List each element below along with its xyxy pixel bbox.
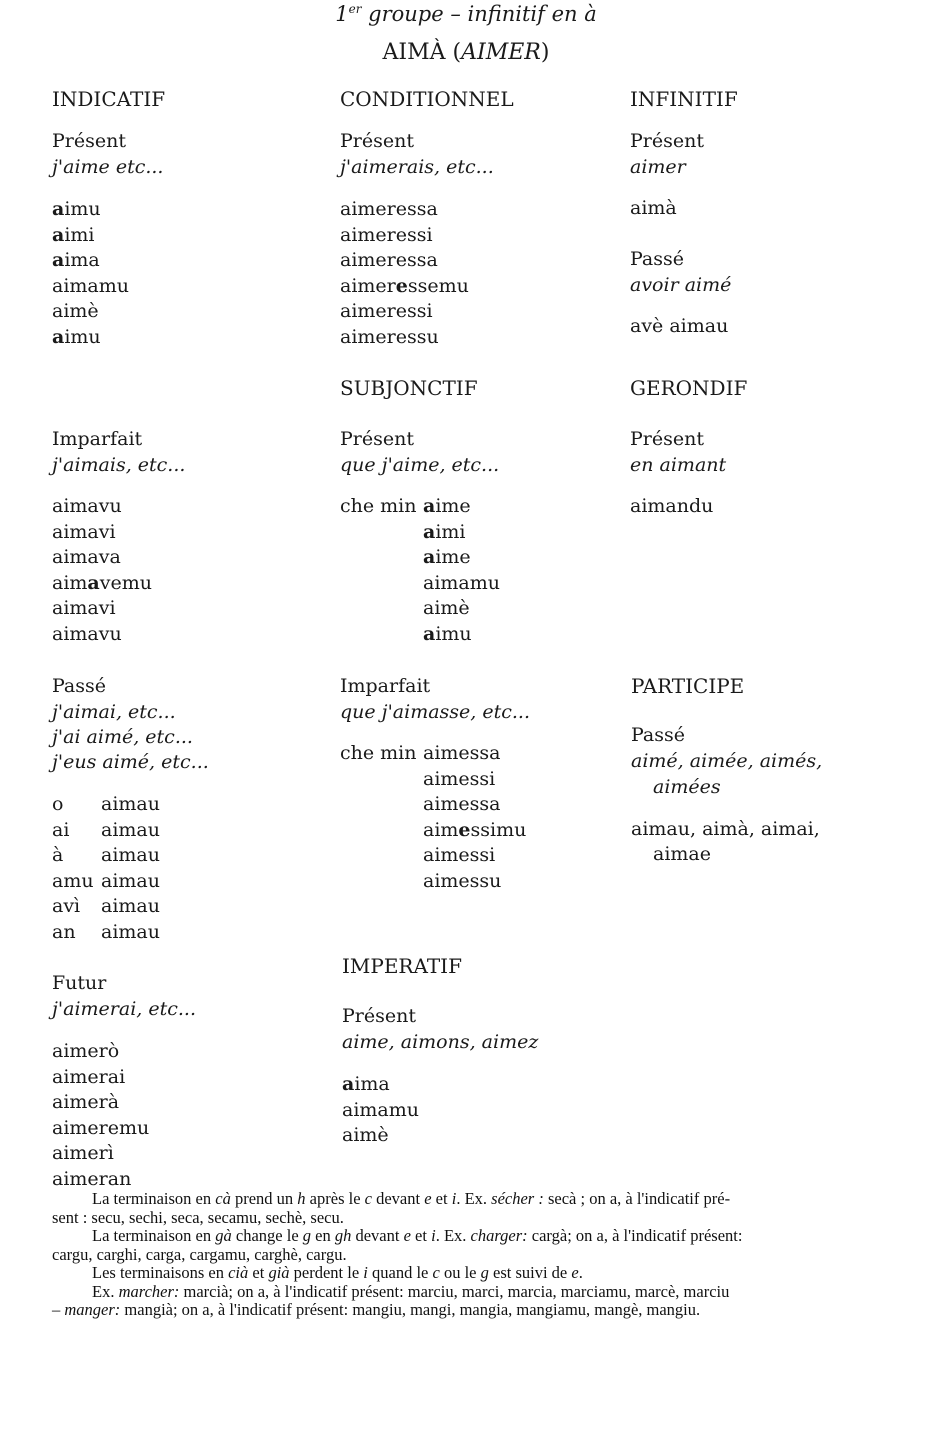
- conditionnel-present-label: Présent: [340, 130, 414, 152]
- conjugation-form: aimavi: [52, 520, 116, 543]
- conjugation-form: [342, 1072, 419, 1098]
- conjugation-form: aimeressi: [340, 223, 433, 246]
- auxiliary-form: amu: [52, 869, 94, 892]
- participle-form: aimau: [101, 793, 160, 815]
- gerondif-heading: GERONDIF: [630, 376, 748, 400]
- gerondif-present-gloss: en aimant: [630, 454, 727, 476]
- conjugation-form: aimeressa: [340, 198, 438, 220]
- conjugation-form: [423, 818, 526, 844]
- conjugation-form: aimè: [52, 300, 99, 322]
- conjugation-form: aimavi: [52, 597, 116, 619]
- conjugation-form: [340, 274, 469, 300]
- infinitif-present-gloss: aimer: [630, 156, 686, 178]
- conjugation-form: aimè: [342, 1124, 389, 1146]
- indicatif-passe-auxiliaries: [52, 792, 94, 945]
- form-rest: ssimu: [470, 818, 527, 841]
- subjonctif-imparfait-gloss: que j'aimasse, etc...: [340, 701, 531, 723]
- infinitif-passe-gloss: avoir aimé: [630, 274, 732, 296]
- subjonctif-present-prefix: [340, 494, 417, 520]
- infinitif-present-label: Présent: [630, 130, 704, 152]
- form-start: aim: [52, 571, 88, 594]
- form-rest: ssemu: [407, 274, 469, 297]
- participe-heading: PARTICIPE: [631, 674, 745, 698]
- stressed-letter: a: [52, 325, 65, 348]
- subjunctive-prefix: che min: [340, 742, 417, 764]
- indicatif-passe-participles: [101, 792, 160, 945]
- stressed-letter: a: [423, 622, 436, 645]
- indicatif-present-label: Présent: [52, 130, 126, 152]
- form-rest: ime: [435, 495, 471, 517]
- stressed-letter: e: [458, 818, 471, 841]
- subjonctif-present-gloss: que j'aime, etc...: [340, 454, 500, 476]
- indicatif-present-gloss: j'aime etc...: [52, 156, 164, 178]
- conjugation-form: aimerò: [52, 1040, 120, 1062]
- stressed-letter: e: [395, 274, 408, 297]
- form-rest: imu: [64, 198, 101, 220]
- conditionnel-heading: CONDITIONNEL: [340, 87, 514, 111]
- infinitif-heading: INFINITIF: [630, 87, 738, 111]
- form-rest: ime: [435, 546, 471, 568]
- subjonctif-imparfait-prefix: [340, 741, 417, 767]
- auxiliary-form: an: [52, 920, 76, 943]
- conjugation-form: aimamu: [423, 571, 501, 594]
- subjonctif-imparfait-forms: [423, 741, 526, 894]
- indicatif-futur-gloss: j'aimerai, etc...: [52, 998, 196, 1020]
- subjonctif-present-label: Présent: [340, 428, 414, 450]
- form-start: aim: [423, 818, 459, 841]
- conjugation-form: aimavu: [52, 622, 122, 645]
- stressed-letter: a: [342, 1073, 355, 1095]
- indicatif-imparfait-gloss: j'aimais, etc...: [52, 454, 186, 476]
- form-rest: imu: [435, 622, 472, 645]
- conjugation-form: aimau, aimà, aimai,: [631, 818, 820, 840]
- indicatif-futur-forms: [52, 1039, 149, 1192]
- infinitif-passe-label: Passé: [630, 248, 685, 270]
- participle-form: aimau: [101, 920, 160, 943]
- group-title-superscript: er: [348, 2, 362, 16]
- indicatif-imparfait-label: Imparfait: [52, 428, 143, 450]
- verb-title-close: ): [540, 40, 550, 65]
- conjugation-form: [52, 223, 129, 249]
- conjugation-form: aimessa: [423, 793, 501, 815]
- auxiliary-form: o: [52, 793, 64, 815]
- gerondif-present-label: Présent: [630, 428, 704, 450]
- conjugation-form: aimeressi: [340, 300, 433, 322]
- stressed-letter: a: [52, 249, 65, 271]
- indicatif-passe-gloss-2: j'ai aimé, etc...: [52, 726, 193, 748]
- stressed-letter: a: [52, 223, 65, 246]
- form-rest: ima: [64, 249, 100, 271]
- auxiliary-form: avì: [52, 895, 81, 917]
- indicatif-passe-label: Passé: [52, 675, 107, 697]
- indicatif-passe-gloss-1: j'aimai, etc...: [52, 701, 176, 723]
- verb-title: [0, 40, 932, 65]
- conjugation-form: [423, 494, 500, 520]
- verb-title-corsican: AIMÀ (: [382, 40, 462, 65]
- infinitif-passe-form: [630, 314, 728, 340]
- conjugation-form: aimeremu: [52, 1116, 150, 1139]
- conjugation-form: [423, 622, 500, 648]
- verb-title-french: AIMER: [461, 40, 541, 65]
- conjugation-form: aimà: [630, 197, 677, 219]
- conjugation-form: avè aimau: [630, 315, 729, 337]
- conditionnel-present-forms: [340, 197, 469, 350]
- infinitif-present-form: [630, 196, 677, 222]
- participe-passe-gloss-2: aimées: [653, 776, 721, 798]
- conjugation-form: aimae: [653, 843, 711, 865]
- indicatif-futur-label: Futur: [52, 972, 107, 994]
- conjugation-form: aimerai: [52, 1065, 126, 1088]
- spelling-notes: [52, 1190, 912, 1320]
- group-title-text: groupe – infinitif en à: [361, 2, 597, 26]
- indicatif-imparfait-forms: [52, 494, 152, 647]
- conjugation-form: aimeran: [52, 1167, 132, 1190]
- note-ca: La terminaison en cà prend un h après le c devant e et i. Ex. sécher : secà ; on a, à l'indicatif pré-: [92, 1189, 731, 1208]
- form-rest: imu: [64, 325, 101, 348]
- note-ga-continuation: cargu, carghi, carga, cargamu, carghè, cargu.: [52, 1244, 347, 1264]
- conjugation-form: aimerà: [52, 1091, 120, 1113]
- stressed-letter: a: [423, 520, 436, 543]
- form-rest: ima: [354, 1073, 390, 1095]
- conjugation-form: aimessu: [423, 869, 502, 892]
- note-ca-continuation: sent : secu, sechi, seca, secamu, sechè, secu.: [52, 1207, 344, 1227]
- conjugation-form: aimerì: [52, 1142, 114, 1164]
- conjugation-form: [423, 520, 500, 546]
- imperatif-present-label: Présent: [342, 1005, 416, 1027]
- conjugation-form: aimessi: [423, 844, 496, 866]
- conditionnel-present-gloss: j'aimerais, etc...: [340, 156, 494, 178]
- form-rest: vemu: [99, 571, 152, 594]
- participle-form: aimau: [101, 869, 160, 892]
- participle-form: aimau: [101, 844, 160, 866]
- participe-passe-label: Passé: [631, 724, 686, 746]
- conjugation-form: [52, 248, 129, 274]
- indicatif-present-forms: [52, 197, 129, 350]
- stressed-letter: a: [87, 571, 100, 594]
- imperatif-heading: IMPERATIF: [342, 954, 462, 978]
- conjugation-form: aimamu: [342, 1098, 420, 1121]
- group-title-number: 1: [335, 2, 349, 26]
- note-ga: La terminaison en gà change le g en gh devant e et i. Ex. charger: cargà; on a, à l'indicatif présent:: [92, 1226, 743, 1245]
- stressed-letter: a: [52, 198, 65, 220]
- form-rest: imi: [64, 223, 95, 246]
- participe-passe-gloss-1: aimé, aimée, aimés,: [631, 750, 823, 772]
- participe-passe-forms-2: [653, 842, 711, 868]
- stressed-letter: a: [423, 495, 436, 517]
- participle-form: aimau: [101, 818, 160, 841]
- conjugation-form: aimava: [52, 546, 121, 568]
- stressed-letter: a: [423, 546, 436, 568]
- auxiliary-form: à: [52, 844, 64, 866]
- participe-passe-forms-1: [631, 817, 820, 843]
- form-rest: imi: [435, 520, 466, 543]
- note-cia-gia: Les terminaisons en cià et già perdent le i quand le c ou le g est suivi de e.: [92, 1263, 583, 1282]
- subjonctif-imparfait-label: Imparfait: [340, 675, 431, 697]
- subjonctif-present-forms: [423, 494, 500, 647]
- indicatif-heading: INDICATIF: [52, 87, 166, 111]
- gerondif-present-form: [630, 494, 713, 520]
- participle-form: aimau: [101, 895, 160, 917]
- conjugation-form: aimavu: [52, 495, 122, 517]
- imperatif-present-gloss: aime, aimons, aimez: [342, 1031, 539, 1053]
- conjugation-form: [52, 197, 129, 223]
- note-example-manger: – manger: mangià; on a, à l'indicatif présent: mangiu, mangi, mangia, mangiamu, mangè, mangiu.: [52, 1300, 701, 1319]
- conjugation-form: [423, 545, 500, 571]
- conjugation-form: aimessa: [423, 742, 501, 764]
- indicatif-passe-gloss-3: j'eus aimé, etc...: [52, 751, 209, 773]
- conjugation-form: aimamu: [52, 274, 130, 297]
- conjugation-form: aimandu: [630, 495, 714, 517]
- conjugation-form: [52, 325, 129, 351]
- subjonctif-heading: SUBJONCTIF: [340, 376, 478, 400]
- subjunctive-prefix: che min: [340, 495, 417, 517]
- imperatif-present-forms: [342, 1072, 419, 1149]
- conjugation-form: aimeressa: [340, 249, 438, 271]
- conjugation-form: aimè: [423, 597, 470, 619]
- auxiliary-form: ai: [52, 818, 70, 841]
- form-start: aimer: [340, 274, 396, 297]
- conjugation-form: aimeressu: [340, 325, 439, 348]
- group-title: [0, 2, 932, 26]
- conjugation-form: aimessi: [423, 767, 496, 790]
- conjugation-form: [52, 571, 152, 597]
- note-example-marcher: Ex. marcher: marcià; on a, à l'indicatif présent: marciu, marci, marcia, marciamu, marcè, marciu: [92, 1281, 730, 1301]
